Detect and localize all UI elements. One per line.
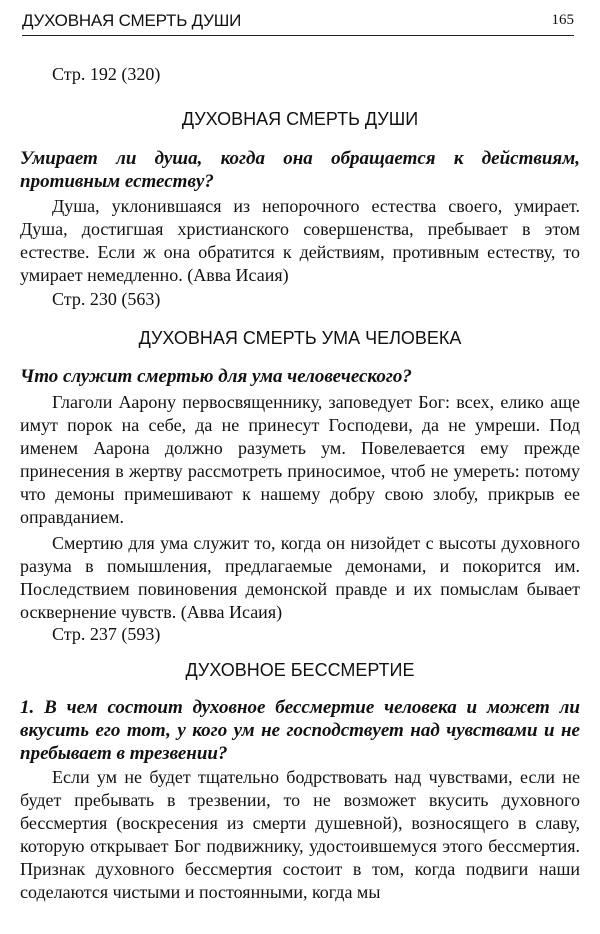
section-heading: ДУХОВНАЯ СМЕРТЬ УМА ЧЕЛОВЕКА: [138, 328, 462, 348]
page-number: 165: [551, 12, 574, 28]
running-head-title: ДУХОВНАЯ СМЕРТЬ ДУШИ: [22, 11, 242, 30]
section-question: Что служит смертью для ума человеческого?: [20, 366, 412, 387]
body-paragraph: Глаголи Аарону первосвященнику, заповедует Бог: всех, елико аще имут порок на себе, да не принесут Господеви, да не умреши. Под именем Аарона должно разуметь ум. Повелевается ему прежде принесения в жертву рассмотреть приносимое, чтоб не умереть: потому что демоны примешивают к нашему добру свою злобу, прикрыв ее оправданием.: [20, 392, 580, 527]
body-paragraph: Смертию для ума служит то, когда он низойдет с высоты духовного разума в помышления, предлагаемые демонами, и покорится им. Последствием повиновения демонской правде и их помыслам бывает осквернение чувств. (Авва Исаия): [20, 533, 580, 622]
section-heading: ДУХОВНАЯ СМЕРТЬ ДУШИ: [181, 109, 419, 129]
source-reference: Стр. 237 (593): [52, 624, 161, 644]
section-heading: ДУХОВНОЕ БЕССМЕРТИЕ: [185, 660, 415, 680]
body-paragraph: Душа, уклонившаяся из непорочного естества своего, умирает. Душа, достигшая христианского совершенства, пребывает в этом естестве. Если ж она обратится к действиям, противным естеству, то умирает немедленно. (Авва Исаия): [20, 196, 580, 285]
body-paragraph: Если ум не будет тщательно бодрствовать над чувствами, если не будет пребывать в трезвении, то не возможет вкусить духовного бессмертия (воскресения из смерти душевной), возносящего в славу, которую открывает Бог подвижнику, удостоившемуся этого бессмертия. Признак духовного бессмертия состоит в том, когда подвиги наши соделаются чистыми и постоянными, когда мы: [20, 767, 580, 902]
source-reference: Стр. 230 (563): [52, 289, 161, 309]
source-reference: Стр. 192 (320): [52, 64, 161, 84]
section-question: 1. В чем состоит духовное бессмертие человека и может ли вкусить его тот, у кого ум не господствует над чувствами и не пребывает в трезвении?: [20, 697, 580, 764]
section-question: Умирает ли душа, когда она обращается к действиям, противным естеству?: [20, 148, 580, 192]
running-head: [22, 9, 574, 36]
